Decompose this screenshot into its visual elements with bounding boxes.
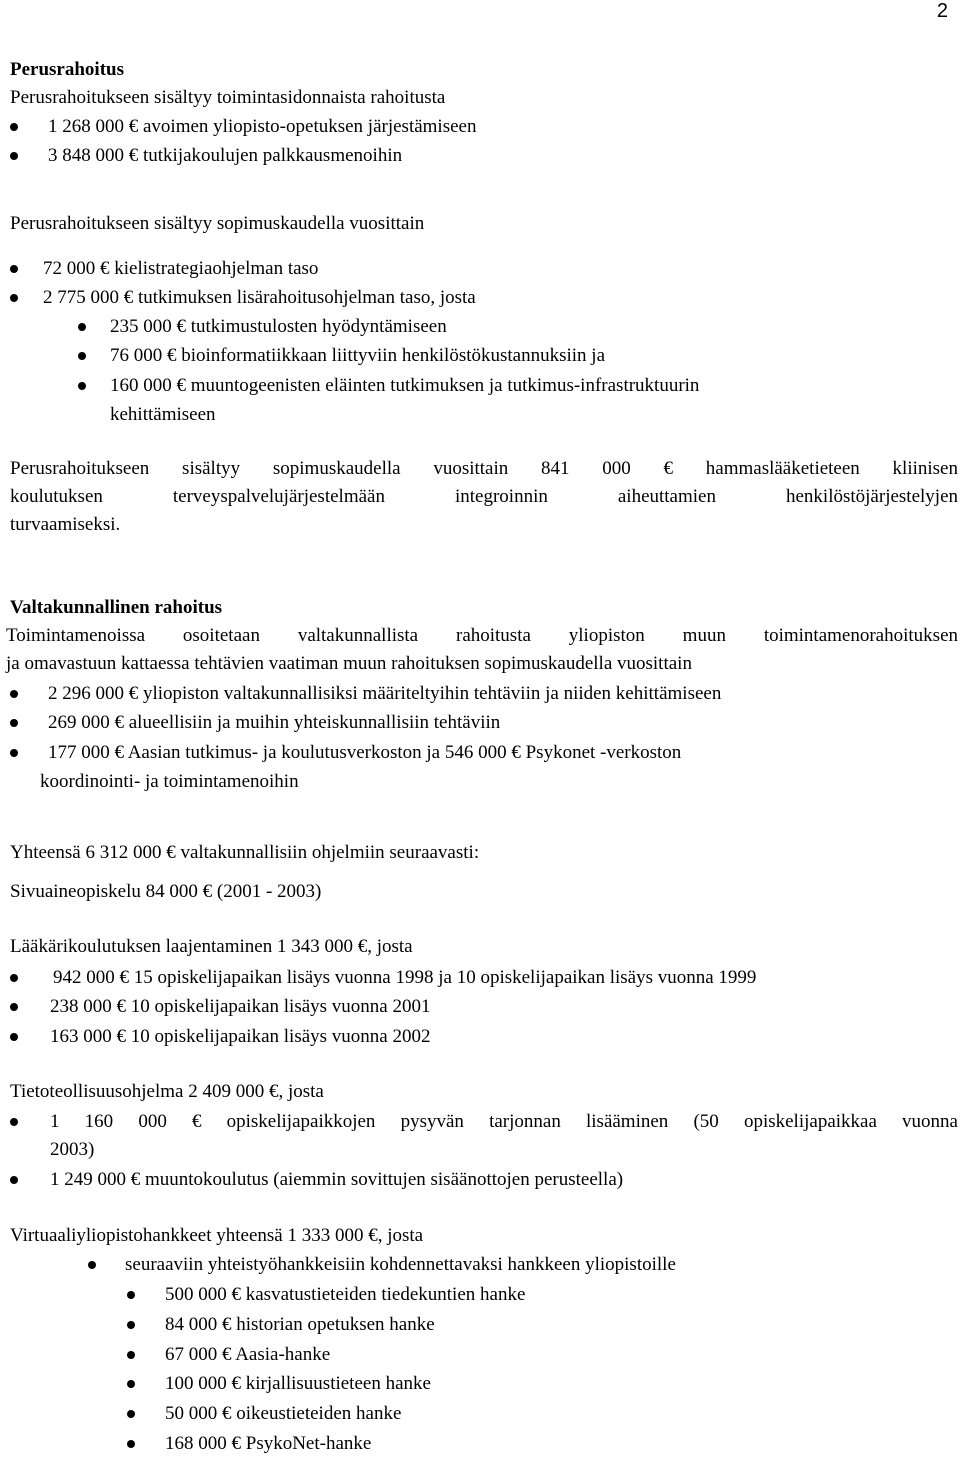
bullet-icon — [10, 690, 18, 698]
page-number: 2 — [936, 0, 948, 22]
list-item: 72 000 € kielistrategiaohjelman taso — [43, 258, 319, 279]
list-item-continuation: koordinointi- ja toimintamenoihin — [40, 771, 299, 792]
sub-list-item: 67 000 € Aasia-hanke — [165, 1344, 331, 1365]
list-item: 2 775 000 € tutkimuksen lisärahoitusohjelman taso, josta — [43, 287, 476, 308]
sub-list-item: 168 000 € PsykoNet-hanke — [165, 1433, 372, 1454]
list-item-line: 1 160 000 € opiskelijapaikkojen pysyvän tarjonnan lisääminen (50 opiskelijapaikkaa vuonna — [50, 1111, 958, 1132]
bullet-icon — [10, 294, 18, 302]
bullet-icon — [127, 1291, 135, 1299]
bullet-icon — [78, 382, 86, 390]
bullet-icon — [10, 123, 18, 131]
bullet-icon — [10, 1003, 18, 1011]
tietoteollisuus-heading: Tietoteollisuusohjelma 2 409 000 €, josta — [10, 1081, 324, 1102]
laakari-heading: Lääkärikoulutuksen laajentaminen 1 343 000 €, josta — [10, 936, 413, 957]
bullet-icon — [10, 152, 18, 160]
list-item: 1 268 000 € avoimen yliopisto-opetuksen järjestämiseen — [48, 116, 477, 137]
valtakunnallinen-intro — [6, 622, 958, 678]
list-item: 177 000 € Aasian tutkimus- ja koulutusverkoston ja 546 000 € Psykonet -verkoston — [48, 742, 682, 763]
bullet-icon — [78, 352, 86, 360]
paragraph-line: koulutuksen terveyspalvelujärjestelmään integroinnin aiheuttamien henkilöstöjärjestelyjen — [10, 486, 958, 507]
bullet-icon — [127, 1321, 135, 1329]
bullet-icon — [127, 1440, 135, 1448]
sivuaine-line: Sivuaineopiskelu 84 000 € (2001 - 2003) — [10, 881, 322, 902]
list-item: seuraaviin yhteistyöhankkeisiin kohdennettavaksi hankkeen yliopistoille — [125, 1254, 676, 1275]
perusrahoitus-intro-2: Perusrahoitukseen sisältyy sopimuskaudella vuosittain — [10, 213, 425, 234]
valtakunnallinen-heading: Valtakunnallinen rahoitus — [10, 597, 223, 618]
bullet-icon — [127, 1380, 135, 1388]
list-item: 1 249 000 € muuntokoulutus (aiemmin sovittujen sisäänottojen perusteella) — [50, 1169, 624, 1190]
sub-list-item: 160 000 € muuntogeenisten eläinten tutkimuksen ja tutkimus-infrastruktuurin — [110, 375, 700, 396]
bullet-icon — [127, 1410, 135, 1418]
paragraph-line: ja omavastuun kattaessa tehtävien vaatiman muun rahoituksen sopimuskaudella vuosittain — [6, 653, 692, 674]
list-item: 2 296 000 € yliopiston valtakunnallisiksi määriteltyihin tehtäviin ja niiden kehittämiseen — [48, 683, 722, 704]
sub-list-item: 100 000 € kirjallisuustieteen hanke — [165, 1373, 431, 1394]
yhteensa-line: Yhteensä 6 312 000 € valtakunnallisiin ohjelmiin seuraavasti: — [10, 842, 480, 863]
bullet-icon — [10, 1118, 18, 1126]
hammaslaaketiede-paragraph — [10, 455, 958, 539]
paragraph-line: Toimintamenoissa osoitetaan valtakunnallista rahoitusta yliopiston muun toimintamenorahoituksen — [6, 625, 958, 646]
list-item: 3 848 000 € tutkijakoulujen palkkausmenoihin — [48, 145, 403, 166]
list-item: 238 000 € 10 opiskelijapaikan lisäys vuonna 2001 — [50, 996, 431, 1017]
list-item-line: 2003) — [50, 1139, 95, 1160]
bullet-icon — [127, 1351, 135, 1359]
perusrahoitus-heading: Perusrahoitus — [10, 59, 124, 80]
sub-list-item: 84 000 € historian opetuksen hanke — [165, 1314, 435, 1335]
bullet-icon — [10, 749, 18, 757]
list-item: 942 000 € 15 opiskelijapaikan lisäys vuonna 1998 ja 10 opiskelijapaikan lisäys vuonna 1999 — [53, 967, 757, 988]
paragraph-line: Perusrahoitukseen sisältyy sopimuskaudella vuosittain 841 000 € hammaslääketieteen kliinisen — [10, 458, 958, 479]
list-item: 163 000 € 10 opiskelijapaikan lisäys vuonna 2002 — [50, 1026, 431, 1047]
sub-list-item: 235 000 € tutkimustulosten hyödyntämiseen — [110, 316, 447, 337]
sub-list-item: 50 000 € oikeustieteiden hanke — [165, 1403, 402, 1424]
bullet-icon — [78, 323, 86, 331]
bullet-icon — [10, 265, 18, 273]
list-item: 269 000 € alueellisiin ja muihin yhteiskunnallisiin tehtäviin — [48, 712, 501, 733]
virtuaali-heading: Virtuaaliyliopistohankkeet yhteensä 1 333 000 €, josta — [10, 1225, 424, 1246]
bullet-icon — [10, 719, 18, 727]
list-item — [50, 1108, 958, 1164]
bullet-icon — [10, 974, 18, 982]
sub-list-item: 76 000 € bioinformatiikkaan liittyviin henkilöstökustannuksiin ja — [110, 345, 606, 366]
bullet-icon — [10, 1033, 18, 1041]
perusrahoitus-intro-1: Perusrahoitukseen sisältyy toimintasidonnaista rahoitusta — [10, 87, 446, 108]
sub-list-item: 500 000 € kasvatustieteiden tiedekuntien hanke — [165, 1284, 526, 1305]
bullet-icon — [88, 1261, 96, 1269]
sub-list-item-continuation: kehittämiseen — [110, 404, 216, 425]
bullet-icon — [10, 1176, 18, 1184]
paragraph-line: turvaamiseksi. — [10, 514, 121, 535]
